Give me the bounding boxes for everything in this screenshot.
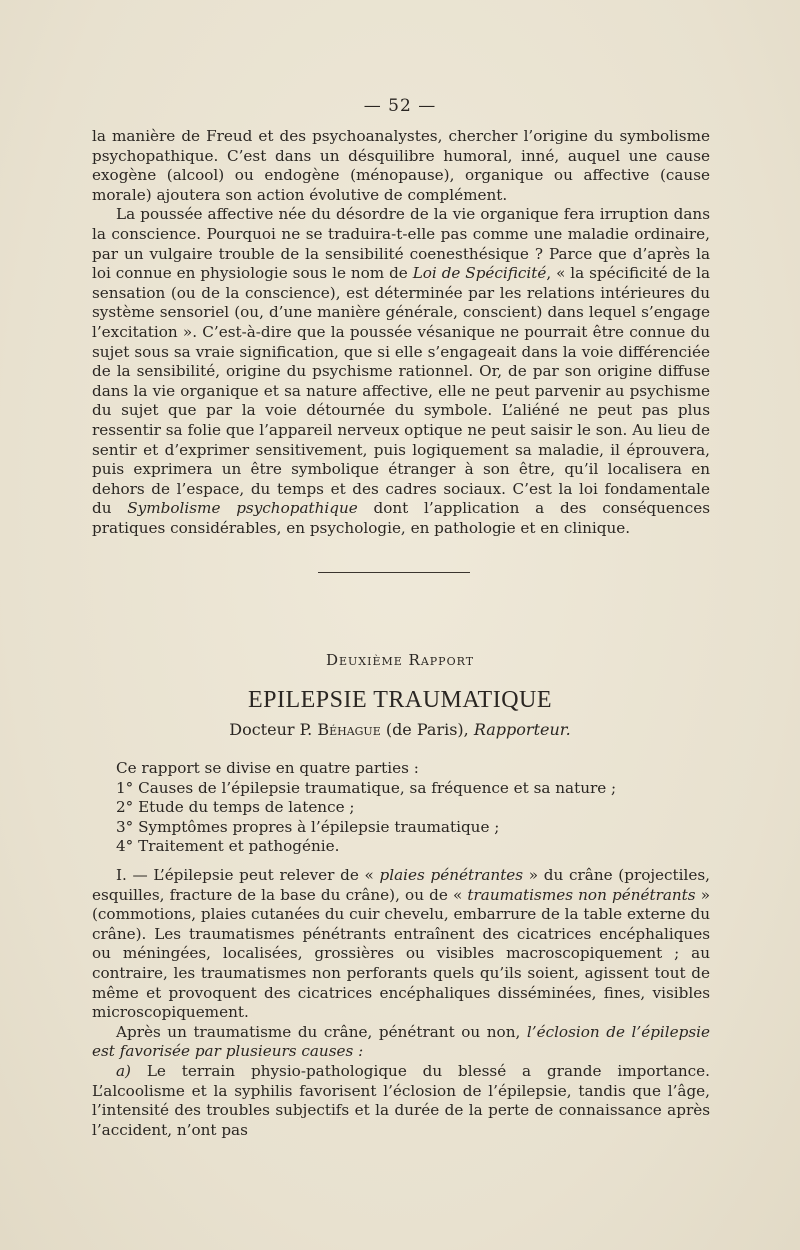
italic-term: Symbolisme psychopathique bbox=[127, 499, 358, 518]
item-label: a) bbox=[116, 1061, 131, 1080]
list-item: 4° Traitement et pathogénie. bbox=[116, 837, 340, 856]
list-item: 3° Symptômes propres à l’épilepsie traumatique ; bbox=[116, 817, 500, 836]
list-item: 1° Causes de l’épilepsie traumatique, sa fréquence et sa nature ; bbox=[116, 778, 617, 797]
page-number: — 52 — bbox=[363, 96, 437, 116]
paragraph-specificity bbox=[92, 205, 710, 538]
report-body bbox=[92, 759, 710, 1140]
paragraph-text: , « la spécificité de la sensation (ou de la conscience), est déterminée par les relations intérieures du système sensoriel (ou, d’une manière générale, conscient) dans lequel s’engage l’excitation ». C’est-à-dire que la poussée vésanique ne pourrait être connue du sujet sous sa vraie signification, que si elle s’engageait dans la voie différenciée de la sensibilité, origine du psychisme rationnel. Or, de par son origine diffuse dans la vie organique et sa nature affective, elle ne peut parvenir au psychisme du sujet que par la voie détournée du symbole. L’aliéné ne peut pas plus ressentir sa folie que l’appareil nerveux optique ne peut saisir le son. Au lieu de sentir et d’exprimer sensitivement, puis logiquement sa maladie, il éprouvera, puis exprimera un être symbolique étranger à son être, qu’il localisera en dehors de l’espace, du temps et des cadres sociaux. C’est la loi fondamentale du bbox=[92, 264, 711, 518]
section-divider bbox=[318, 572, 470, 573]
paragraph-continuation: la manière de Freud et des psychoanalystes, chercher l’origine du symbolisme psychopathique. C’est dans un désquilibre humoral, inné, auquel une cause exogène (alcool) ou endogène (ménopause), organique ou affective (cause morale) ajoutera son action évolutive de complément. bbox=[92, 127, 710, 204]
author-line bbox=[0, 720, 800, 739]
author-name: Béhague bbox=[317, 720, 381, 739]
paragraph-text: » (commotions, plaies cutanées du cuir chevelu, embarrure de la table externe du crâne). Les traumatismes pénétrants entraînent des cicatrices encéphaliques ou méningées, localisées, grossières ou visibles macroscopiquement ; au contraire, les traumatismes non perforants quels qu’ils soient, agissent tout de même et provoquent des cicatrices encéphaliques disséminées, fines, visibles microscopiquement. bbox=[92, 885, 710, 1022]
paragraph-text: Le terrain physio-pathologique du blessé a grande importance. L’alcoolisme et la syphilis favorisent l’éclosion de l’épilepsie, tandis que l’âge, l’intensité des troubles subjectifs et la durée de la perte de connaissance après l’accident, n’ont pas bbox=[92, 1061, 710, 1139]
paragraph-text: Après un traumatisme du crâne, pénétrant ou non, bbox=[116, 1022, 527, 1041]
section-label: Deuxième Rapport bbox=[325, 651, 475, 669]
italic-term: Loi de Spécificité bbox=[412, 264, 547, 283]
author-place: (de Paris), bbox=[380, 720, 474, 739]
italic-term: plaies pénétrantes bbox=[379, 865, 524, 884]
author-prefix: Docteur P. bbox=[229, 720, 318, 739]
paragraph-text: » du crâne (projectiles, esquilles, fracture de la base du crâne), ou de « bbox=[92, 865, 710, 904]
paragraph-text: I. — L’épilepsie peut relever de « bbox=[116, 865, 380, 884]
report-intro: Ce rapport se divise en quatre parties : bbox=[116, 759, 419, 777]
paragraph-section-one bbox=[92, 866, 710, 1023]
top-text-block bbox=[92, 127, 710, 538]
paragraph-terrain bbox=[92, 1062, 710, 1140]
paragraph-text: La poussée affective née du désordre de la vie organique fera irruption dans la conscience. Pourquoi ne se traduira-t-elle pas comme une maladie ordinaire, par un vulgaire trouble de la sensibilité coenesthésique ? Parce que d’après la loi connue en physiologie sous le nom de bbox=[92, 205, 710, 283]
italic-term: traumatismes non pénétrants bbox=[467, 885, 696, 904]
section-title: EPILEPSIE TRAUMATIQUE bbox=[247, 687, 553, 713]
paragraph-causes bbox=[92, 1023, 710, 1062]
list-item: 2° Etude du temps de latence ; bbox=[116, 798, 355, 817]
paragraph-text: dont l’application a des conséquences pratiques considérables, en psychologie, en pathologie et en clinique. bbox=[92, 499, 710, 537]
author-role: Rapporteur. bbox=[473, 720, 571, 739]
italic-phrase: l’éclosion de l’épilepsie est favorisée par plusieurs causes : bbox=[92, 1022, 710, 1061]
